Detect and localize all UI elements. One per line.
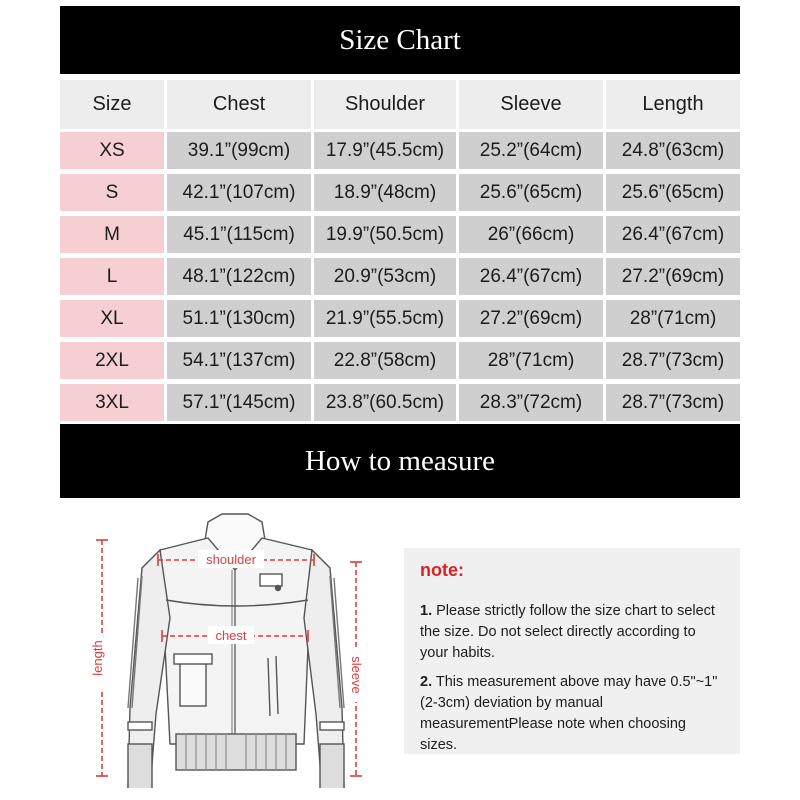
header-shoulder: Shoulder	[314, 80, 456, 129]
note-item-2-text: This measurement above may have 0.5"~1"(2-3cm) deviation by manual measurementPlease note when choosing sizes.	[420, 674, 718, 753]
size-label-cell: S	[60, 174, 164, 211]
size-label-cell: 2XL	[60, 342, 164, 379]
sleeve-cell: 25.6”(65cm)	[459, 174, 603, 211]
sleeve-cell: 26”(66cm)	[459, 216, 603, 253]
length-cell: 28”(71cm)	[606, 300, 740, 337]
length-cell: 24.8”(63cm)	[606, 132, 740, 169]
how-to-measure-banner	[60, 424, 740, 498]
shoulder-cell: 18.9”(48cm)	[314, 174, 456, 211]
sleeve-cell: 28”(71cm)	[459, 342, 603, 379]
note-item-2-number: 2.	[420, 674, 433, 690]
note-item-1	[420, 601, 726, 664]
header-chest: Chest	[167, 80, 311, 129]
header-length: Length	[606, 80, 740, 129]
size-label-cell: XS	[60, 132, 164, 169]
size-label-cell: XL	[60, 300, 164, 337]
shoulder-cell: 22.8”(58cm)	[314, 342, 456, 379]
how-to-measure-title: How to measure	[304, 444, 496, 477]
note-item-2	[420, 672, 726, 756]
length-cell: 26.4”(67cm)	[606, 216, 740, 253]
shoulder-cell: 23.8”(60.5cm)	[314, 384, 456, 421]
chest-cell: 51.1”(130cm)	[167, 300, 311, 337]
shoulder-cell: 17.9”(45.5cm)	[314, 132, 456, 169]
chest-cell: 42.1”(107cm)	[167, 174, 311, 211]
length-cell: 28.7”(73cm)	[606, 384, 740, 421]
sleeve-cell: 28.3”(72cm)	[459, 384, 603, 421]
sleeve-cell: 27.2”(69cm)	[459, 300, 603, 337]
size-chart-banner	[60, 6, 740, 74]
shoulder-cell: 21.9”(55.5cm)	[314, 300, 456, 337]
sleeve-label: sleeve	[349, 656, 364, 694]
chest-cell: 54.1”(137cm)	[167, 342, 311, 379]
chest-label: chest	[215, 628, 247, 643]
shoulder-cell: 20.9”(53cm)	[314, 258, 456, 295]
size-label-cell: L	[60, 258, 164, 295]
note-title: note:	[420, 560, 464, 580]
jacket-measurement-diagram	[90, 508, 380, 788]
shoulder-label: shoulder	[206, 552, 256, 567]
chest-cell: 39.1”(99cm)	[167, 132, 311, 169]
length-label: length	[90, 640, 105, 676]
size-chart-title: Size Chart	[339, 23, 461, 56]
length-cell: 28.7”(73cm)	[606, 342, 740, 379]
sleeve-cell: 25.2”(64cm)	[459, 132, 603, 169]
length-cell: 27.2”(69cm)	[606, 258, 740, 295]
note-item-1-number: 1.	[420, 603, 433, 619]
chest-cell: 57.1”(145cm)	[167, 384, 311, 421]
size-table	[60, 80, 740, 426]
chest-cell: 45.1”(115cm)	[167, 216, 311, 253]
shoulder-cell: 19.9”(50.5cm)	[314, 216, 456, 253]
sleeve-cell: 26.4”(67cm)	[459, 258, 603, 295]
size-label-cell: 3XL	[60, 384, 164, 421]
note-item-1-text: Please strictly follow the size chart to select the size. Do not select directly according to your habits.	[420, 603, 715, 661]
length-cell: 25.6”(65cm)	[606, 174, 740, 211]
note-box	[404, 548, 740, 754]
chest-cell: 48.1”(122cm)	[167, 258, 311, 295]
size-label-cell: M	[60, 216, 164, 253]
header-sleeve: Sleeve	[459, 80, 603, 129]
header-size: Size	[60, 80, 164, 129]
